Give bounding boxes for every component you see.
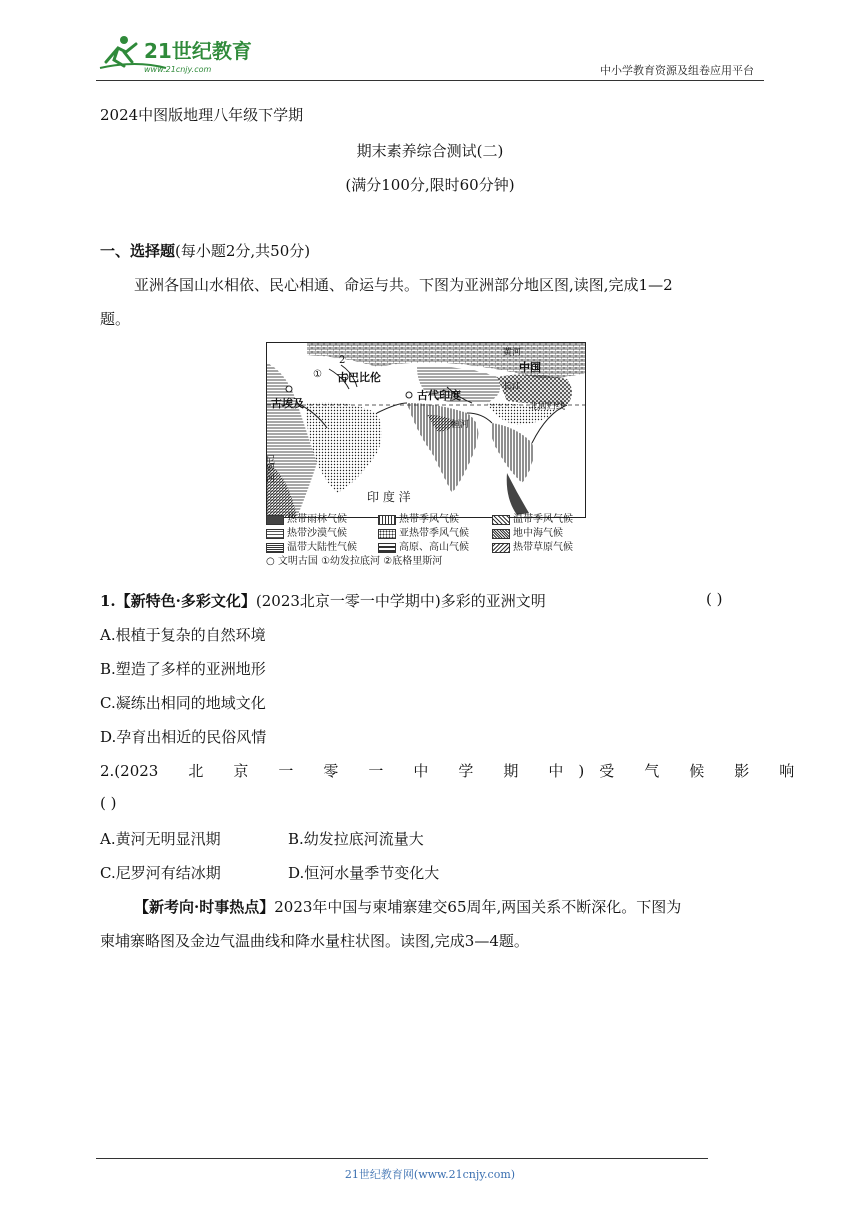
swatch-savanna <box>492 543 510 553</box>
q2-option-c: C.尼罗河有结冰期 <box>100 864 221 882</box>
map-label-china: 中国 <box>519 361 541 374</box>
legend-tropical-monsoon: 热带季风气候 <box>399 514 459 525</box>
q1-text: (2023北京一零一中学期中)多彩的亚洲文明 <box>255 592 546 610</box>
map-label-egypt: 古埃及 <box>271 397 304 410</box>
legend-note: ○ 文明古国 ①幼发拉底河 ②底格里斯河 <box>266 556 443 567</box>
course-label: 2024中图版地理八年级下学期 <box>100 106 304 124</box>
intro2-line2: 柬埔寨略图及金边气温曲线和降水量柱状图。读图,完成3—4题。 <box>100 932 529 950</box>
section-heading <box>100 240 310 261</box>
footer-link[interactable]: 21世纪教育网(www.21cnjy.com) <box>344 1168 516 1181</box>
intro2-tag: 【新考向·时事热点】 <box>134 898 275 916</box>
q2-option-b: B.幼发拉底河流量大 <box>288 830 424 848</box>
section-label: 一、选择题 <box>100 242 176 260</box>
swatch-desert <box>266 529 284 539</box>
q1-tag: 1.【新特色·多彩文化】 <box>100 592 256 610</box>
q1-stem <box>100 590 546 611</box>
map-label-tropic: 北回归线 <box>529 402 566 412</box>
q1-option-c: C.凝练出相同的地域文化 <box>100 694 266 712</box>
legend-mediterranean: 地中海气候 <box>513 528 563 539</box>
legend-subtropical-monsoon: 亚热带季风气候 <box>399 528 469 539</box>
asia-climate-map <box>266 342 586 518</box>
q2-answer-blank: ( ) <box>100 794 117 812</box>
swatch-mediterranean <box>492 529 510 539</box>
intro2-line1 <box>134 896 681 917</box>
map-label-ganges: 恒河 <box>451 420 470 430</box>
swatch-alpine <box>378 543 396 553</box>
map-label-babylon: 古巴比伦 <box>337 371 381 384</box>
legend-temperate-monsoon: 温带季风气候 <box>513 514 573 525</box>
q2-option-a: A.黄河无明显汛期 <box>100 830 221 848</box>
legend-desert: 热带沙漠气候 <box>287 528 347 539</box>
legend-savanna: 热带草原气候 <box>513 542 573 553</box>
intro1-line1: 亚洲各国山水相依、民心相通、命运与共。下图为亚洲部分地区图,读图,完成1—2 <box>134 276 673 294</box>
legend-continental: 温带大陆性气候 <box>287 542 357 553</box>
q1-option-d: D.孕育出相近的民俗风情 <box>100 728 267 746</box>
legend-alpine: 高原、高山气候 <box>399 542 469 553</box>
q1-option-a: A.根植于复杂的自然环境 <box>100 626 266 644</box>
swatch-rainforest <box>266 515 284 525</box>
intro2-text: 2023年中国与柬埔寨建交65周年,两国关系不断深化。下图为 <box>274 898 682 916</box>
legend-rainforest: 热带雨林气候 <box>287 514 347 525</box>
q2-stem: 2.(2023 北 京 一 零 一 中 学 期 中 ) 受 气 候 影 响 <box>100 762 795 780</box>
intro1-line2: 题。 <box>100 310 131 328</box>
site-logo <box>96 32 266 76</box>
footer-divider <box>96 1158 708 1159</box>
logo-url: www.21cnjy.com <box>144 65 212 74</box>
section-note: (每小题2分,共50分) <box>175 242 311 260</box>
q1-answer-blank: ( ) <box>706 590 723 608</box>
swatch-tropical-monsoon <box>378 515 396 525</box>
q1-option-b: B.塑造了多样的亚洲地形 <box>100 660 266 678</box>
map-mark-2: 2 <box>339 355 346 366</box>
map-label-india: 古代印度 <box>417 389 461 402</box>
map-label-nile: 尼罗河 <box>264 455 274 482</box>
map-label-changjiang: 长江 <box>503 382 522 392</box>
map-legend <box>266 513 596 569</box>
page-header <box>96 30 764 81</box>
swatch-temperate-monsoon <box>492 515 510 525</box>
map-mark-1: ① <box>313 369 322 380</box>
exam-subtitle: (满分100分,限时60分钟) <box>345 176 515 194</box>
logo-text: 21世纪教育 <box>144 39 252 63</box>
map-label-ocean: 印 度 洋 <box>367 490 411 504</box>
swatch-subtropical-monsoon <box>378 529 396 539</box>
map-label-huanghe: 黄河 <box>503 348 522 358</box>
swatch-continental <box>266 543 284 553</box>
q2-option-d: D.恒河水量季节变化大 <box>288 864 440 882</box>
platform-name: 中小学教育资源及组卷应用平台 <box>600 64 754 77</box>
exam-title: 期末素养综合测试(二) <box>356 142 504 160</box>
